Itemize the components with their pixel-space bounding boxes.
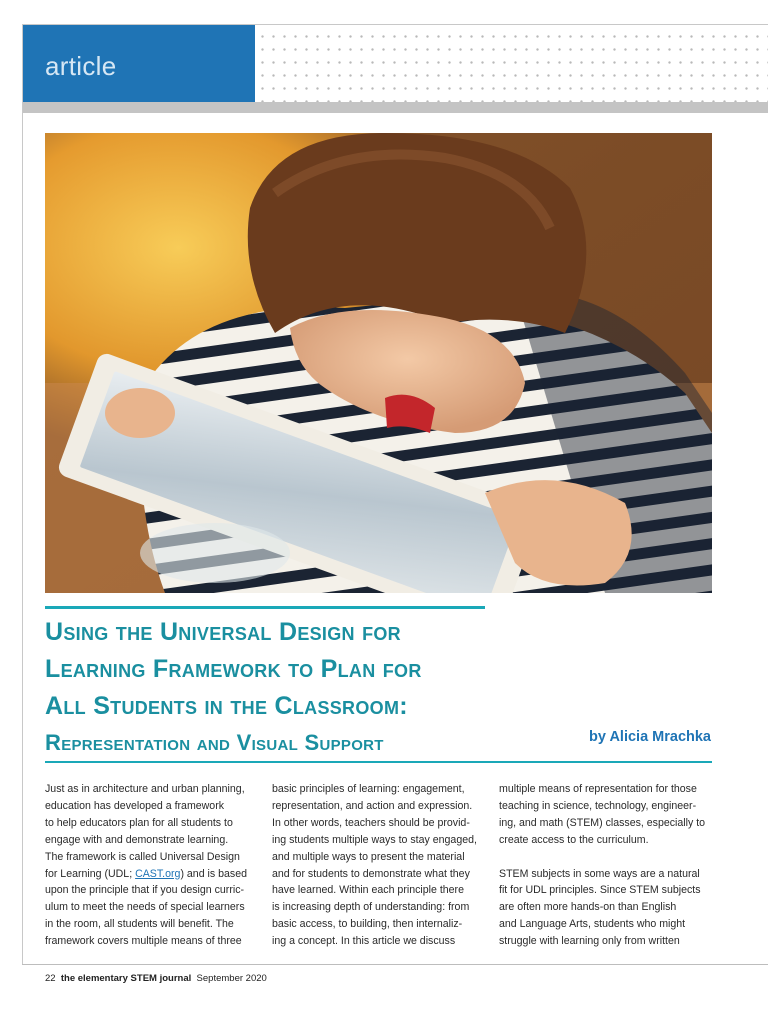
body-line: education has developed a framework [45, 799, 225, 812]
cast-org-link[interactable]: CAST.org [135, 867, 181, 880]
body-line: and multiple ways to present the material [272, 850, 465, 863]
section-tag [22, 25, 255, 102]
body-column-1 [45, 781, 258, 950]
journal-name: the elementary STEM journal [60, 973, 192, 984]
body-line: are often more hands-on than English [499, 901, 677, 914]
body-line: framework covers multiple means of three [45, 935, 242, 948]
title-line-3: All Students in the Classroom: [45, 692, 408, 720]
title-bottom-rule [45, 761, 712, 763]
title-line-1: Using the Universal Design for [45, 618, 401, 646]
body-line [45, 866, 258, 883]
body-line: to help educators plan for all students to [45, 816, 233, 829]
body-line: engage with and demonstrate learning. [45, 833, 229, 846]
page-number: 22 [45, 973, 56, 984]
header-dot-pattern [255, 25, 768, 102]
body-line: ing, and math (STEM) classes, especially to [499, 816, 706, 829]
body-line: and Language Arts, students who might [499, 918, 686, 931]
title-top-rule [45, 606, 485, 609]
issue-date: September 2020 [196, 973, 267, 984]
photo-child-with-tablet-icon [45, 133, 712, 593]
section-label: article [45, 51, 117, 81]
page-footer [45, 973, 267, 984]
title-line-2: Learning Framework to Plan for [45, 655, 422, 683]
body-line: STEM subjects in some ways are a natural [499, 867, 700, 880]
body-line: In other words, teachers should be provid- [272, 816, 470, 829]
paragraph-gap [499, 849, 712, 866]
body-line: have learned. Within each principle there [272, 884, 464, 897]
body-line: multiple means of representation for those [499, 783, 697, 795]
header-gray-band [22, 102, 768, 113]
body-line: basic access, to building, then internaliz- [272, 918, 463, 931]
body-line: upon the principle that if you design curric- [45, 884, 245, 897]
body-line: representation, and action and expression. [272, 799, 473, 812]
body-text: ) and is based [180, 867, 247, 880]
body-line: struggle with learning only from written [499, 935, 680, 948]
article-subtitle: Representation and Visual Support [45, 730, 384, 755]
body-line: ing a concept. In this article we discuss [272, 935, 456, 948]
body-line: and for students to demonstrate what they [272, 867, 470, 880]
body-line: fit for UDL principles. Since STEM subjects [499, 884, 701, 897]
body-line: Just as in architecture and urban planning, [45, 783, 245, 795]
body-column-3 [499, 781, 712, 950]
body-line: basic principles of learning: engagement, [272, 783, 465, 795]
body-line: teaching in science, technology, engineer- [499, 799, 697, 812]
body-line: is increasing depth of understanding: from [272, 901, 470, 914]
article-title [45, 614, 565, 760]
author-byline: by Alicia Mrachka [589, 729, 711, 745]
body-column-2 [272, 781, 485, 950]
body-line: The framework is called Universal Design [45, 850, 240, 863]
footer-rule [22, 964, 768, 965]
body-line: ing students multiple ways to stay engaged, [272, 833, 477, 846]
body-line: create access to the curriculum. [499, 833, 649, 846]
page-left-rule [22, 25, 23, 964]
body-line: ulum to meet the needs of special learners [45, 901, 245, 914]
body-line: in the room, all students will benefit. The [45, 918, 234, 931]
article-photo [45, 133, 712, 593]
body-text: for Learning (UDL; [45, 867, 136, 880]
